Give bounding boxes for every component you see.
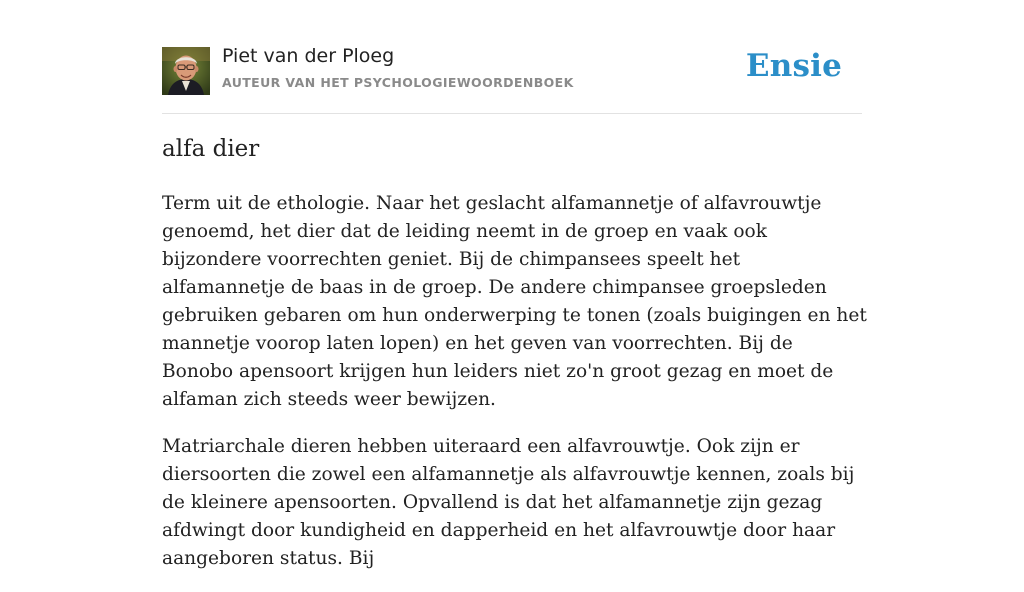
- entry-body: [162, 190, 867, 592]
- brand-logo[interactable]: Ensie: [745, 48, 842, 84]
- avatar[interactable]: [162, 47, 210, 95]
- author-subtitle: AUTEUR VAN HET PSYCHOLOGIEWOORDENBOEK: [222, 75, 574, 90]
- entry-paragraph: Matriarchale dieren hebben uiteraard een alfavrouwtje. Ook zijn er diersoorten die zowel een alfamannetje als alfavrouwtje kennen, zoals bij de kleinere apensoorten. Opvallend is dat het alfamannetje zijn gezag afdwingt door kundigheid en dapperheid en het alfavrouwtje door haar aangeboren status. Bij: [162, 436, 855, 569]
- header: [162, 0, 862, 114]
- author-name[interactable]: Piet van der Ploeg: [222, 45, 395, 67]
- entry-title: alfa dier: [162, 136, 260, 162]
- page-container: [162, 0, 867, 569]
- avatar-photo: [162, 47, 210, 95]
- entry-paragraph: Term uit de ethologie. Naar het geslacht alfamannetje of alfavrouwtje genoemd, het dier dat de leiding neemt in de groep en vaak ook bijzondere voorrechten geniet. Bij de chimpansees speelt het alfamannetje de baas in de groep. De andere chimpansee groepsleden gebruiken gebaren om hun onderwerping te tonen (zoals buigingen en het mannetje voorop laten lopen) en het geven van voorrechten. Bij de Bonobo apensoort krijgen hun leiders niet zo'n groot gezag en moet de alfaman zich steeds weer bewijzen.: [162, 193, 867, 410]
